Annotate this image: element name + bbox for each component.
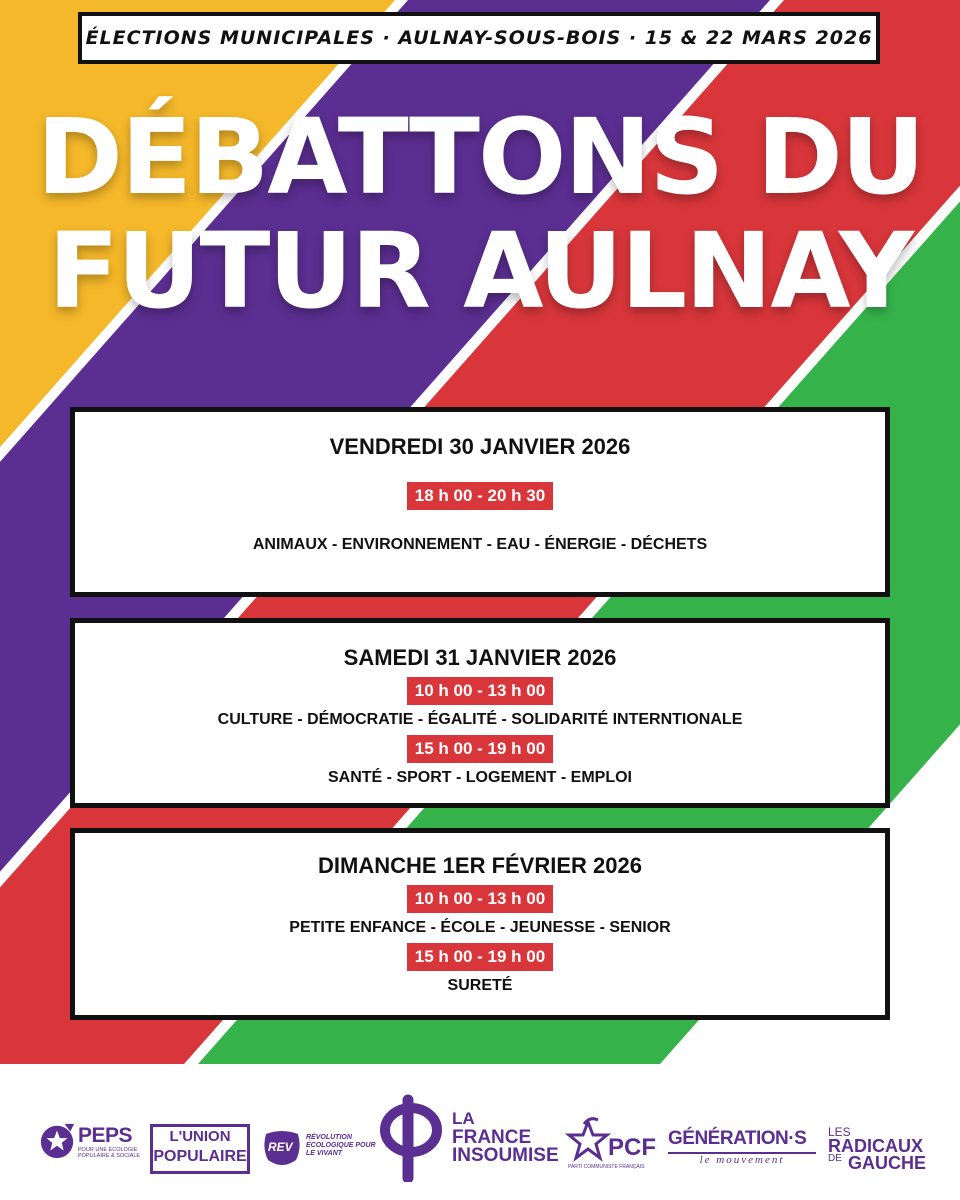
time-slot-badge: 18 h 00 - 20 h 30 <box>407 482 553 510</box>
main-title <box>0 96 960 332</box>
generations-logo <box>668 1128 820 1178</box>
generations-subtitle: le mouvement <box>668 1152 816 1166</box>
lfi-line-2: FRANCE <box>452 1127 532 1148</box>
time-slot-badge: 15 h 00 - 19 h 00 <box>407 735 553 763</box>
main-title-line-2: FUTUR AULNAY <box>47 210 913 332</box>
pcf-subtitle: PARTI COMMUNISTE FRANÇAIS <box>568 1164 645 1170</box>
union-populaire-line-2: POPULAIRE <box>153 1148 247 1165</box>
pcf-star-icon <box>564 1116 612 1164</box>
peps-logo <box>38 1122 141 1162</box>
party-logos-bar <box>0 1064 960 1200</box>
time-slot-badge: 10 h 00 - 13 h 00 <box>407 677 553 705</box>
session-themes: CULTURE - DÉMOCRATIE - ÉGALITÉ - SOLIDARITÉ INTERNTIONALE <box>217 711 743 728</box>
phi-icon <box>378 1094 444 1182</box>
session-themes: ANIMAUX - ENVIRONNEMENT - EAU - ÉNERGIE - DÉCHETS <box>252 536 708 553</box>
session-themes: SURETÉ <box>447 977 513 994</box>
generations-name: GÉNÉRATION·S <box>668 1128 807 1149</box>
radicaux-line-4: GAUCHE <box>848 1153 927 1173</box>
radicaux-line-1: LES <box>828 1125 851 1139</box>
lfi-line-1: LA <box>452 1109 475 1128</box>
main-title-line-1: DÉBATTONS DU <box>36 96 924 218</box>
radicaux-line-3: DE <box>828 1153 842 1164</box>
schedule-card-sunday <box>70 828 890 1020</box>
pcf-name: PCF <box>608 1134 656 1161</box>
time-slot-badge: 10 h 00 - 13 h 00 <box>407 885 553 913</box>
schedule-card-friday <box>70 407 890 597</box>
session-themes: PETITE ENFANCE - ÉCOLE - JEUNESSE - SENIOR <box>289 919 671 936</box>
rev-logo <box>262 1126 376 1170</box>
peps-name: PEPS <box>78 1124 133 1147</box>
time-slot-badge: 15 h 00 - 19 h 00 <box>407 943 553 971</box>
card-day-title: DIMANCHE 1ER FÉVRIER 2026 <box>318 853 642 878</box>
lfi-line-3: INSOUMISE <box>452 1145 559 1166</box>
radicaux-gauche-logo <box>828 1126 928 1176</box>
radicaux-line-2: RADICAUX <box>828 1136 924 1156</box>
election-banner <box>78 12 880 64</box>
rev-subtitle: RÉVOLUTION ÉCOLOGIQUE POUR LE VIVANT <box>306 1134 376 1157</box>
union-populaire-logo <box>150 1124 250 1174</box>
card-day-title: SAMEDI 31 JANVIER 2026 <box>343 645 617 670</box>
election-banner-text: ÉLECTIONS MUNICIPALES · AULNAY-SOUS-BOIS · 15 & 22 MARS 2026 <box>85 27 873 49</box>
peps-subtitle: POUR UNE ÉCOLOGIE POPULAIRE & SOCIALE <box>78 1147 141 1159</box>
france-insoumise-logo <box>378 1094 558 1184</box>
peps-star-icon <box>38 1122 76 1160</box>
pcf-logo <box>562 1116 662 1176</box>
schedule-card-saturday <box>70 618 890 808</box>
union-populaire-line-1: L'UNION <box>169 1128 231 1145</box>
session-themes: SANTÉ - SPORT - LOGEMENT - EMPLOI <box>328 769 632 786</box>
card-day-title: VENDREDI 30 JANVIER 2026 <box>329 434 631 459</box>
rev-name: REV <box>268 1140 293 1154</box>
